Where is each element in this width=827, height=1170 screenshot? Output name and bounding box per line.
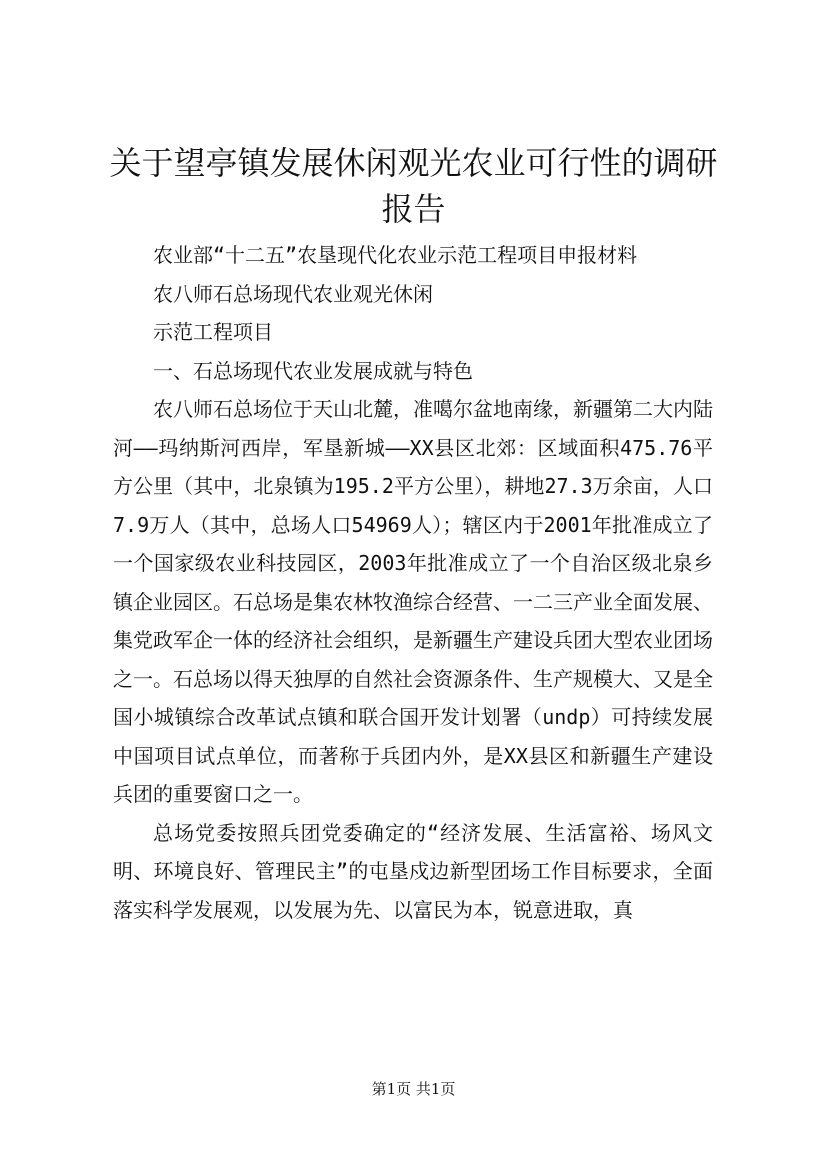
document-title: 关于望亭镇发展休闲观光农业可行性的调研报告 <box>109 144 718 228</box>
body-paragraph: 农八师石总场位于天山北麓，准噶尔盆地南缘，新疆第二大内陆河——玛纳斯河西岸，军垦新城——XX县区北郊：区域面积475.76平方公里（其中，北泉镇为195.2平方公里），耕地27.3万余亩，人口7.9万人（其中，总场人口54969人）；辖区内于2001年批准成立了一个国家级农业科技园区，2003年批准成立了一个自治区级北泉乡镇企业园区。石总场是集农林牧渔综合经营、一二三产业全面发展、集党政军企一体的经济社会组织，是新疆生产建设兵团大型农业团场之一。石总场以得天独厚的自然社会资源条件、生产规模大、又是全国小城镇综合改革试点镇和联合国开发计划署（undp）可持续发展中国项目试点单位，而著称于兵团内外，是XX县区和新疆生产建设兵团的重要窗口之一。 <box>113 397 713 806</box>
body-paragraph: 总场党委按照兵团党委确定的“经济发展、生活富裕、场风文明、环境良好、管理民主”的屯垦戍边新型团场工作目标要求，全面落实科学发展观，以发展为先、以富民为本，锐意进取，真 <box>113 820 713 922</box>
project-name-line-2: 示范工程项目 <box>153 320 273 344</box>
document-body <box>113 236 713 929</box>
project-name-line: 农八师石总场现代农业观光休闲 <box>153 281 433 306</box>
subtitle-line: 农业部“十二五”农垦现代化农业示范工程项目申报材料 <box>153 243 638 267</box>
page-number-footer: 第1页 共1页 <box>371 1080 456 1098</box>
section-heading: 一、石总场现代农业发展成就与特色 <box>153 358 473 383</box>
